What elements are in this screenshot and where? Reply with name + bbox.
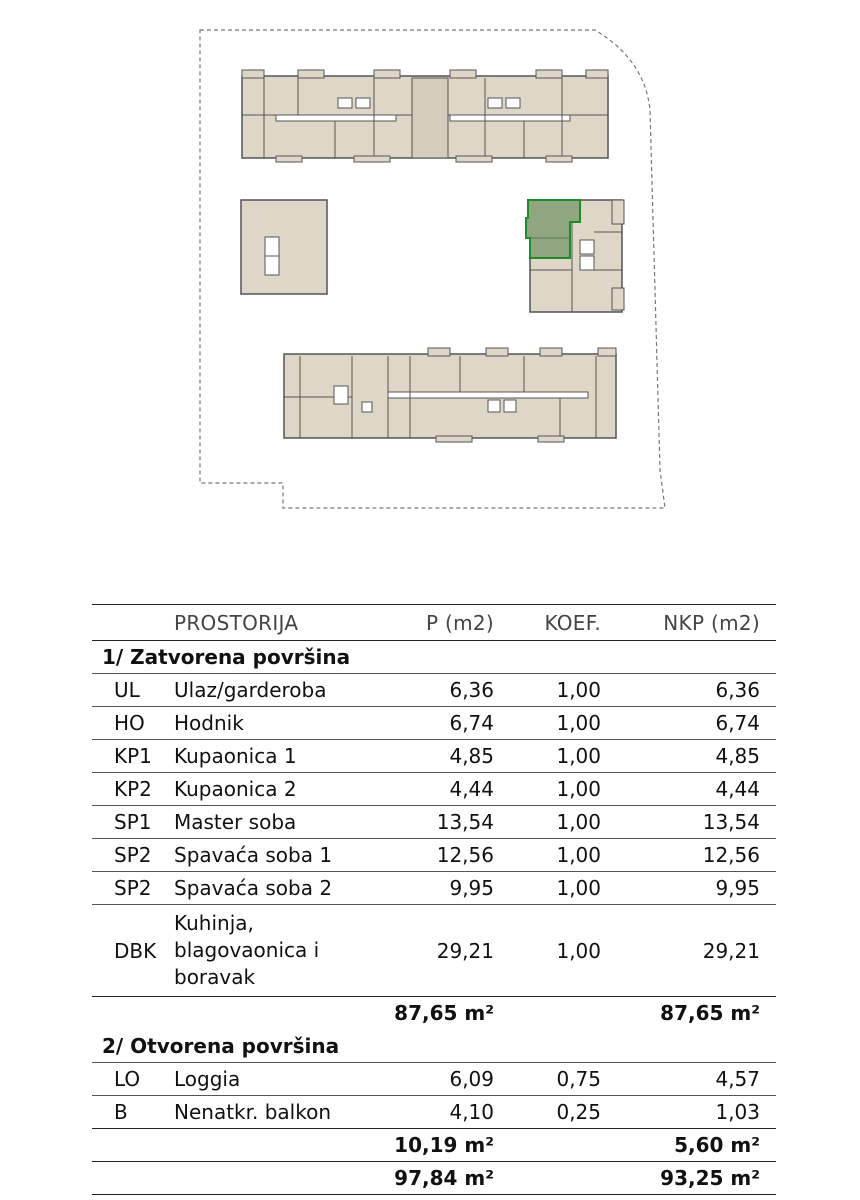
grand-total [92,1162,776,1195]
room-net: 13,54 [601,806,776,839]
empty-cell [174,1129,384,1162]
header-area: P (m2) [384,605,494,641]
empty-cell [174,1162,384,1195]
room-coef: 1,00 [494,707,601,740]
empty-cell [494,1162,601,1195]
room-name: Spavaća soba 2 [174,872,384,905]
room-coef: 1,00 [494,905,601,997]
subtotal-area: 10,19 m² [384,1129,494,1162]
room-coef: 0,75 [494,1063,601,1096]
room-net: 29,21 [601,905,776,997]
total-net: 93,25 m² [601,1162,776,1195]
room-name: Hodnik [174,707,384,740]
room-name: Spavaća soba 1 [174,839,384,872]
empty-cell [92,1162,174,1195]
subtotal-closed [92,997,776,1030]
room-area: 4,85 [384,740,494,773]
empty-cell [174,997,384,1030]
subtotal-open [92,1129,776,1162]
table-row [92,1063,776,1096]
table-row [92,740,776,773]
table-row [92,1096,776,1129]
room-name: Kupaonica 2 [174,773,384,806]
room-name: Kuhinja, blagovaonica i boravak [174,905,384,997]
building-east [526,200,624,312]
section-title: 1/ Zatvorena površina [102,645,351,669]
room-net: 6,36 [601,674,776,707]
header-net: NKP (m2) [601,605,776,641]
room-net: 9,95 [601,872,776,905]
room-code: UL [92,674,174,707]
room-net: 12,56 [601,839,776,872]
empty-cell [92,997,174,1030]
room-area: 6,74 [384,707,494,740]
room-area: 9,95 [384,872,494,905]
room-net: 4,44 [601,773,776,806]
room-code: SP1 [92,806,174,839]
room-area: 6,36 [384,674,494,707]
building-south [284,348,616,442]
total-area: 97,84 m² [384,1162,494,1195]
room-coef: 1,00 [494,806,601,839]
room-code: LO [92,1063,174,1096]
empty-cell [92,1129,174,1162]
header-coef: KOEF. [494,605,601,641]
room-code: SP2 [92,872,174,905]
table-row [92,839,776,872]
room-coef: 1,00 [494,740,601,773]
room-name: Kupaonica 1 [174,740,384,773]
room-code: SP2 [92,839,174,872]
room-coef: 1,00 [494,872,601,905]
room-net: 4,85 [601,740,776,773]
room-area: 4,44 [384,773,494,806]
room-coef: 1,00 [494,674,601,707]
section-title: 2/ Otvorena površina [102,1033,340,1058]
empty-cell [494,997,601,1030]
room-area: 6,09 [384,1063,494,1096]
table-row [92,707,776,740]
room-area: 13,54 [384,806,494,839]
room-coef: 0,25 [494,1096,601,1129]
room-code: B [92,1096,174,1129]
header-code [92,605,174,641]
room-name: Master soba [174,806,384,839]
table-header [92,605,776,641]
room-name: Loggia [174,1063,384,1096]
room-area: 12,56 [384,839,494,872]
table-row [92,806,776,839]
room-code: KP2 [92,773,174,806]
section-closed [92,641,776,674]
table-row [92,773,776,806]
table-row [92,674,776,707]
table-row [92,905,776,997]
table-row [92,872,776,905]
subtotal-area: 87,65 m² [384,997,494,1030]
empty-cell [494,1129,601,1162]
room-name: Ulaz/garderoba [174,674,384,707]
subtotal-net: 87,65 m² [601,997,776,1030]
room-net: 6,74 [601,707,776,740]
site-plan [0,0,860,560]
area-table [92,604,776,1195]
room-coef: 1,00 [494,839,601,872]
room-net: 4,57 [601,1063,776,1096]
section-open [92,1030,776,1063]
room-area: 29,21 [384,905,494,997]
room-code: DBK [92,905,174,997]
building-north [242,70,608,162]
room-code: HO [92,707,174,740]
header-room: PROSTORIJA [174,605,384,641]
room-coef: 1,00 [494,773,601,806]
subtotal-net: 5,60 m² [601,1129,776,1162]
room-area: 4,10 [384,1096,494,1129]
room-name: Nenatkr. balkon [174,1096,384,1129]
room-net: 1,03 [601,1096,776,1129]
building-square [241,200,327,294]
room-code: KP1 [92,740,174,773]
